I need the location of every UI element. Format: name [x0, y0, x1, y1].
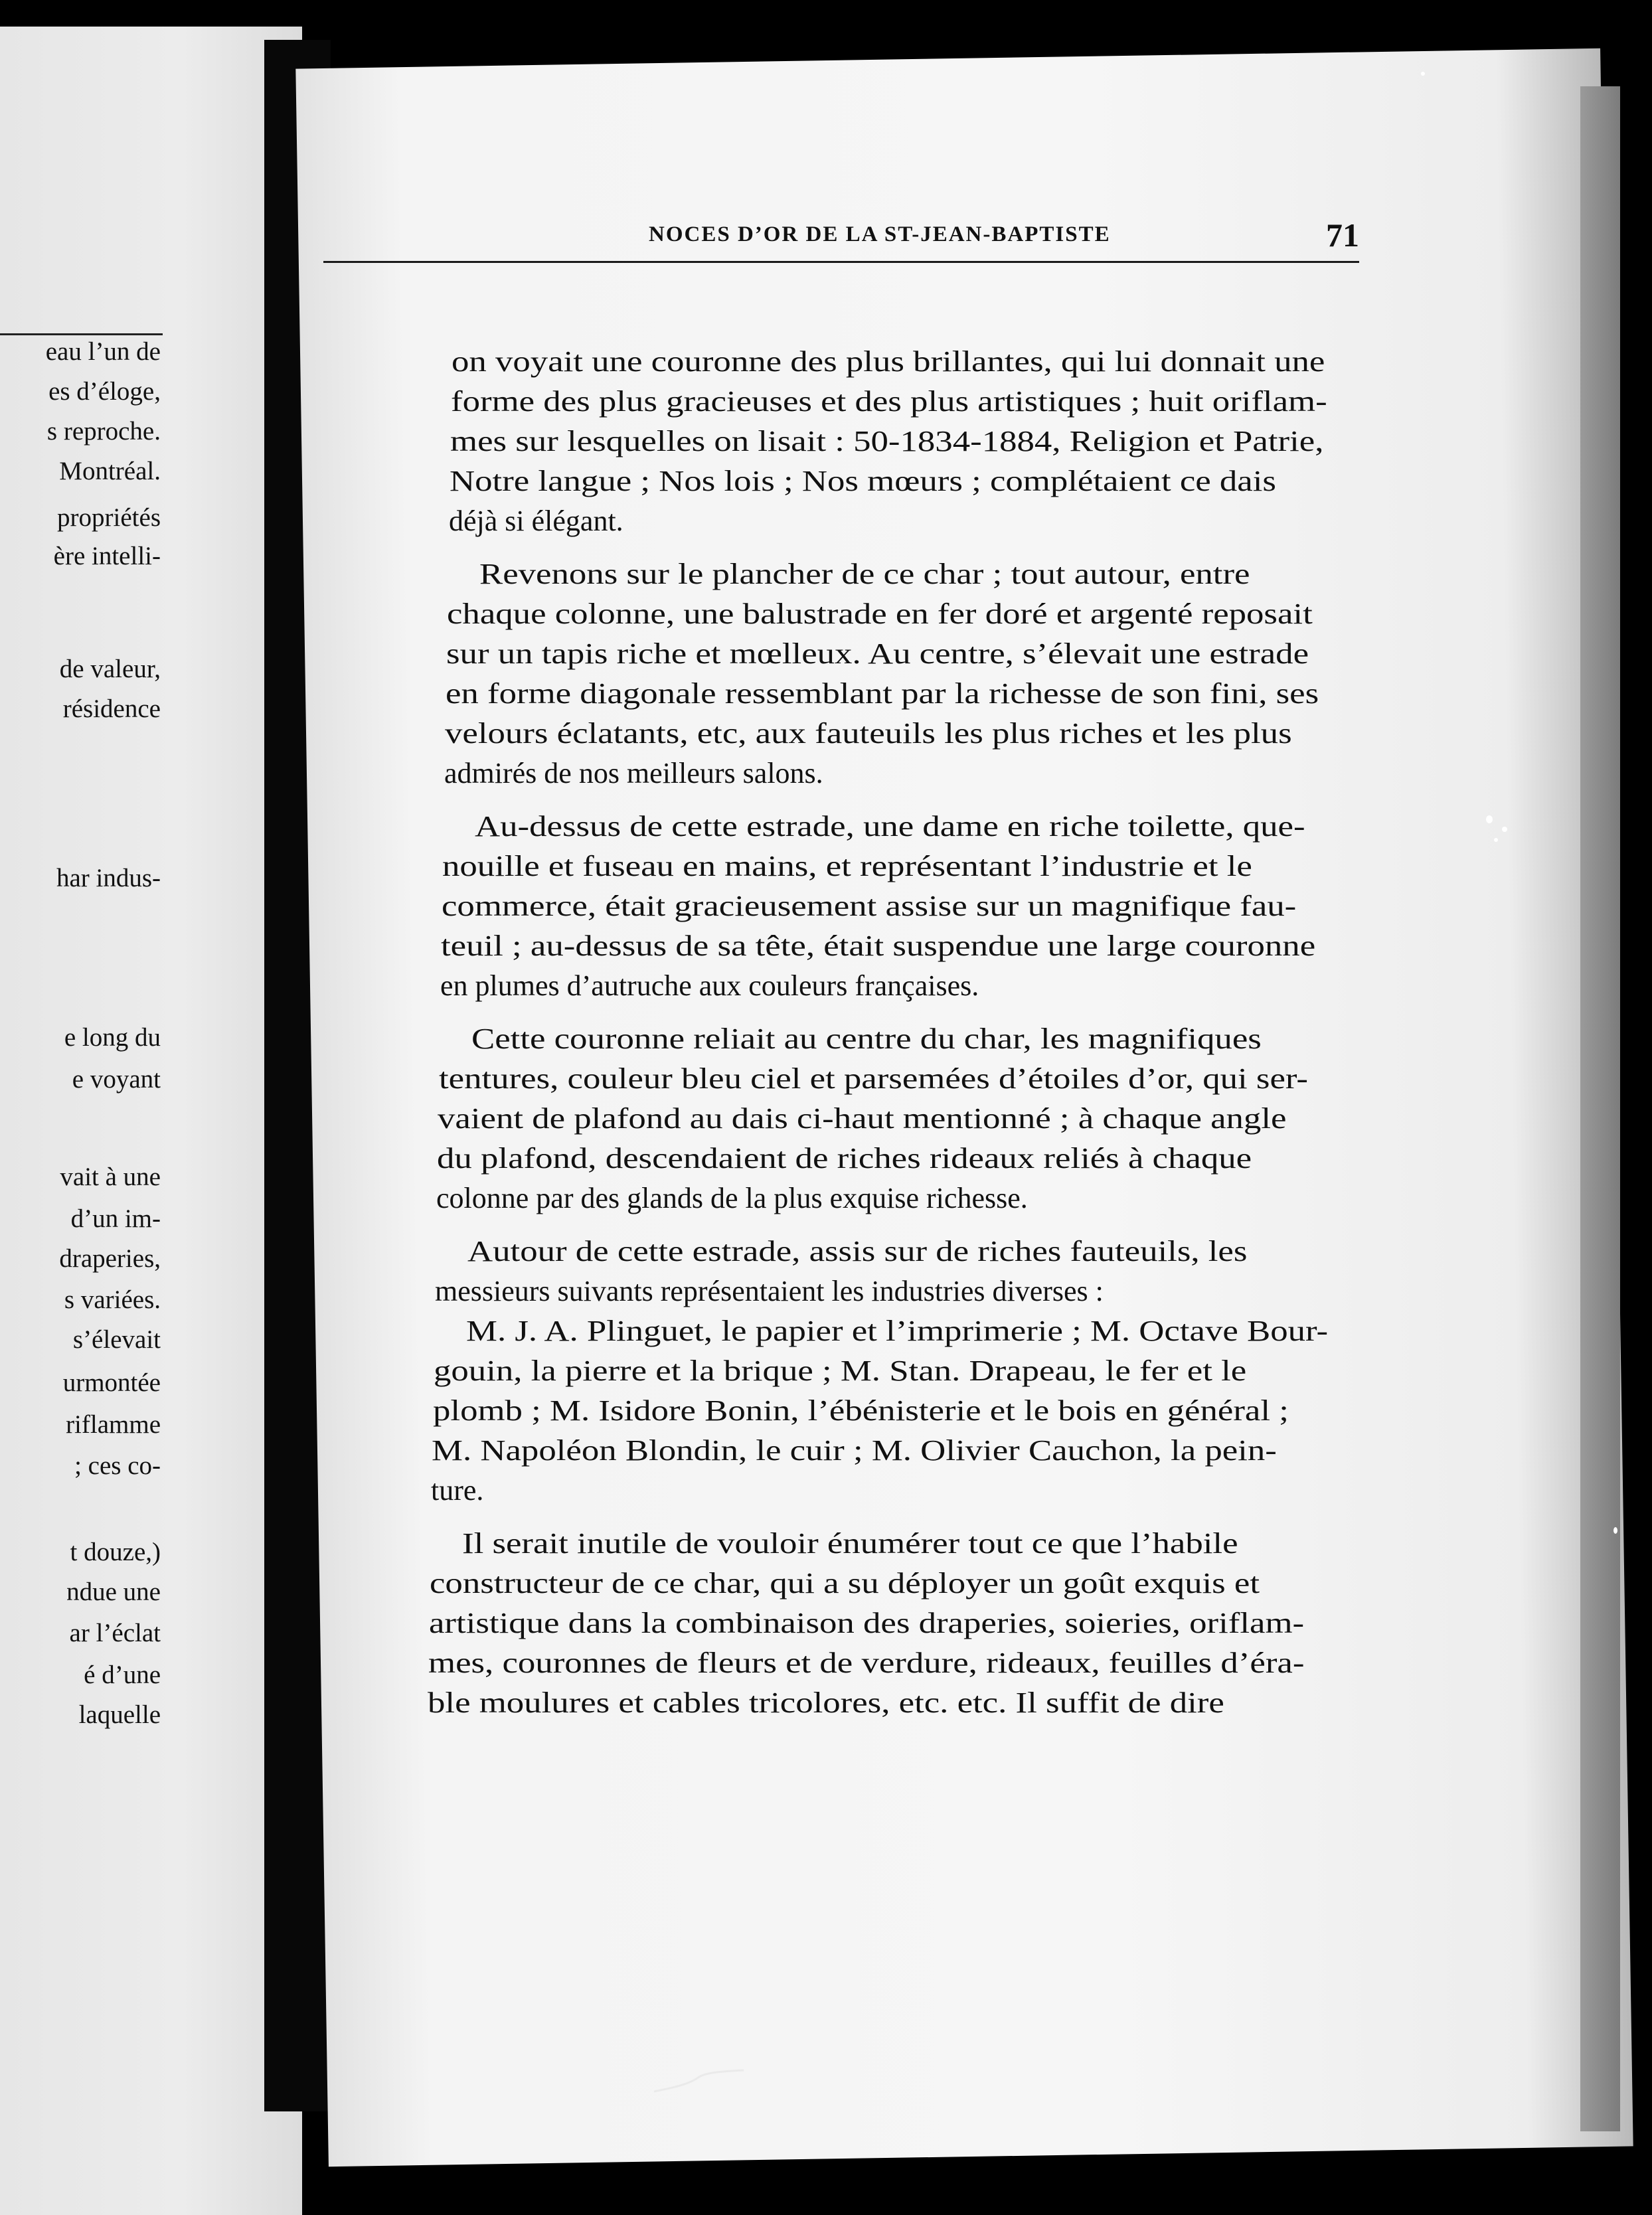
- running-head: NOCES D’OR DE LA ST-JEAN-BAPTISTE: [649, 222, 1111, 246]
- body-line: en plumes d’autruche aux couleurs françaises.: [440, 969, 979, 1002]
- body-line: Autour de cette estrade, assis sur de riches fauteuils, les: [467, 1235, 1248, 1268]
- dust-speck: [1486, 815, 1493, 823]
- left-page-line: e long du: [64, 1023, 161, 1052]
- left-page-line: har indus-: [56, 864, 161, 892]
- body-line: en forme diagonale ressemblant par la richesse de son fini, ses: [446, 677, 1319, 710]
- left-page-line: eau l’un de: [45, 337, 161, 366]
- body-line: sur un tapis riche et mœlleux. Au centre, s’élevait une estrade: [446, 637, 1309, 670]
- left-page-header-rule: [0, 333, 163, 335]
- left-page-line: es d’éloge,: [48, 377, 161, 406]
- body-line: gouin, la pierre et la brique ; M. Stan. Drapeau, le fer et le: [434, 1354, 1247, 1387]
- body-line: M. J. A. Plinguet, le papier et l’imprimerie ; M. Octave Bour-: [466, 1315, 1329, 1347]
- left-facing-page: [0, 27, 302, 2215]
- body-line: Au-dessus de cette estrade, une dame en riche toilette, que-: [475, 810, 1305, 843]
- body-line: Notre langue ; Nos lois ; Nos mœurs ; complétaient ce dais: [450, 465, 1276, 497]
- body-line: admirés de nos meilleurs salons.: [444, 757, 823, 789]
- left-page-line: e voyant: [72, 1065, 161, 1094]
- dust-speck: [1613, 1527, 1617, 1534]
- left-page-line: s’élevait: [72, 1325, 161, 1354]
- body-line: tentures, couleur bleu ciel et parsemées d’étoiles d’or, qui ser-: [439, 1062, 1308, 1095]
- left-page-line: ère intelli-: [53, 542, 161, 570]
- dust-speck: [1494, 838, 1498, 842]
- left-page-line: s reproche.: [46, 417, 161, 446]
- left-page-line: résidence: [62, 695, 161, 723]
- stray-thread: [651, 2058, 750, 2098]
- body-line: constructeur de ce char, qui a su déployer un goût exquis et: [430, 1567, 1260, 1600]
- left-page-line: ndue une: [66, 1578, 161, 1606]
- left-page-line: é d’une: [84, 1661, 161, 1689]
- left-page-line: propriétés: [57, 503, 161, 532]
- left-page-line: urmontée: [62, 1368, 161, 1397]
- left-page-line: Montréal.: [59, 457, 161, 485]
- body-line: chaque colonne, une balustrade en fer doré et argenté reposait: [447, 598, 1313, 630]
- left-page-line: ar l’éclat: [69, 1619, 161, 1647]
- body-line: nouille et fuseau en mains, et représentant l’industrie et le: [442, 850, 1252, 882]
- body-line: messieurs suivants représentaient les industries diverses :: [435, 1275, 1104, 1307]
- body-line: artistique dans la combinaison des draperies, soieries, oriflam-: [429, 1607, 1305, 1639]
- dust-speck: [1502, 827, 1507, 832]
- page-edge-shadow: [1580, 86, 1620, 2131]
- body-line: mes, couronnes de fleurs et de verdure, rideaux, feuilles d’éra-: [428, 1647, 1305, 1679]
- body-line: M. Napoléon Blondin, le cuir ; M. Olivier Cauchon, la pein-: [432, 1434, 1277, 1467]
- left-page-line: riflamme: [66, 1410, 161, 1439]
- body-line: ture.: [431, 1474, 484, 1507]
- body-line: déjà si élégant.: [449, 505, 623, 537]
- body-line: mes sur lesquelles on lisait : 50-1834-1884, Religion et Patrie,: [450, 425, 1324, 457]
- body-line: colonne par des glands de la plus exquise richesse.: [436, 1182, 1028, 1214]
- left-page-line: s variées.: [64, 1285, 161, 1314]
- body-line: commerce, était gracieusement assise sur un magnifique fau-: [442, 890, 1297, 922]
- body-line: teuil ; au-dessus de sa tête, était suspendue une large couronne: [441, 930, 1316, 962]
- left-page-line: de valeur,: [59, 655, 161, 683]
- page-header: [323, 209, 1359, 269]
- left-page-line: draperies,: [59, 1244, 161, 1273]
- left-page-line: t douze,): [70, 1538, 161, 1566]
- page-number: 71: [1326, 216, 1359, 254]
- dust-speck: [1421, 72, 1425, 76]
- body-line: Il serait inutile de vouloir énumérer tout ce que l’habile: [462, 1527, 1238, 1560]
- left-page-line: ; ces co-: [74, 1451, 161, 1480]
- body-line: ble moulures et cables tricolores, etc. etc. Il suffit de dire: [428, 1686, 1224, 1719]
- left-page-line: laquelle: [78, 1700, 161, 1729]
- body-line: plomb ; M. Isidore Bonin, l’ébénisterie et le bois en général ;: [433, 1394, 1289, 1427]
- body-line: du plafond, descendaient de riches rideaux reliés à chaque: [437, 1142, 1252, 1175]
- left-page-line: vait à une: [60, 1163, 161, 1191]
- body-line: forme des plus gracieuses et des plus artistiques ; huit oriflam-: [451, 385, 1327, 418]
- body-line: velours éclatants, etc, aux fauteuils les plus riches et les plus: [445, 717, 1292, 750]
- body-line: Revenons sur le plancher de ce char ; tout autour, entre: [479, 558, 1250, 590]
- body-line: Cette couronne reliait au centre du char, les magnifiques: [471, 1023, 1262, 1055]
- header-rule: [323, 261, 1359, 263]
- body-line: on voyait une couronne des plus brillantes, qui lui donnait une: [452, 345, 1325, 378]
- body-line: vaient de plafond au dais ci-haut mentionné ; à chaque angle: [438, 1102, 1287, 1135]
- left-page-line: d’un im-: [70, 1204, 161, 1233]
